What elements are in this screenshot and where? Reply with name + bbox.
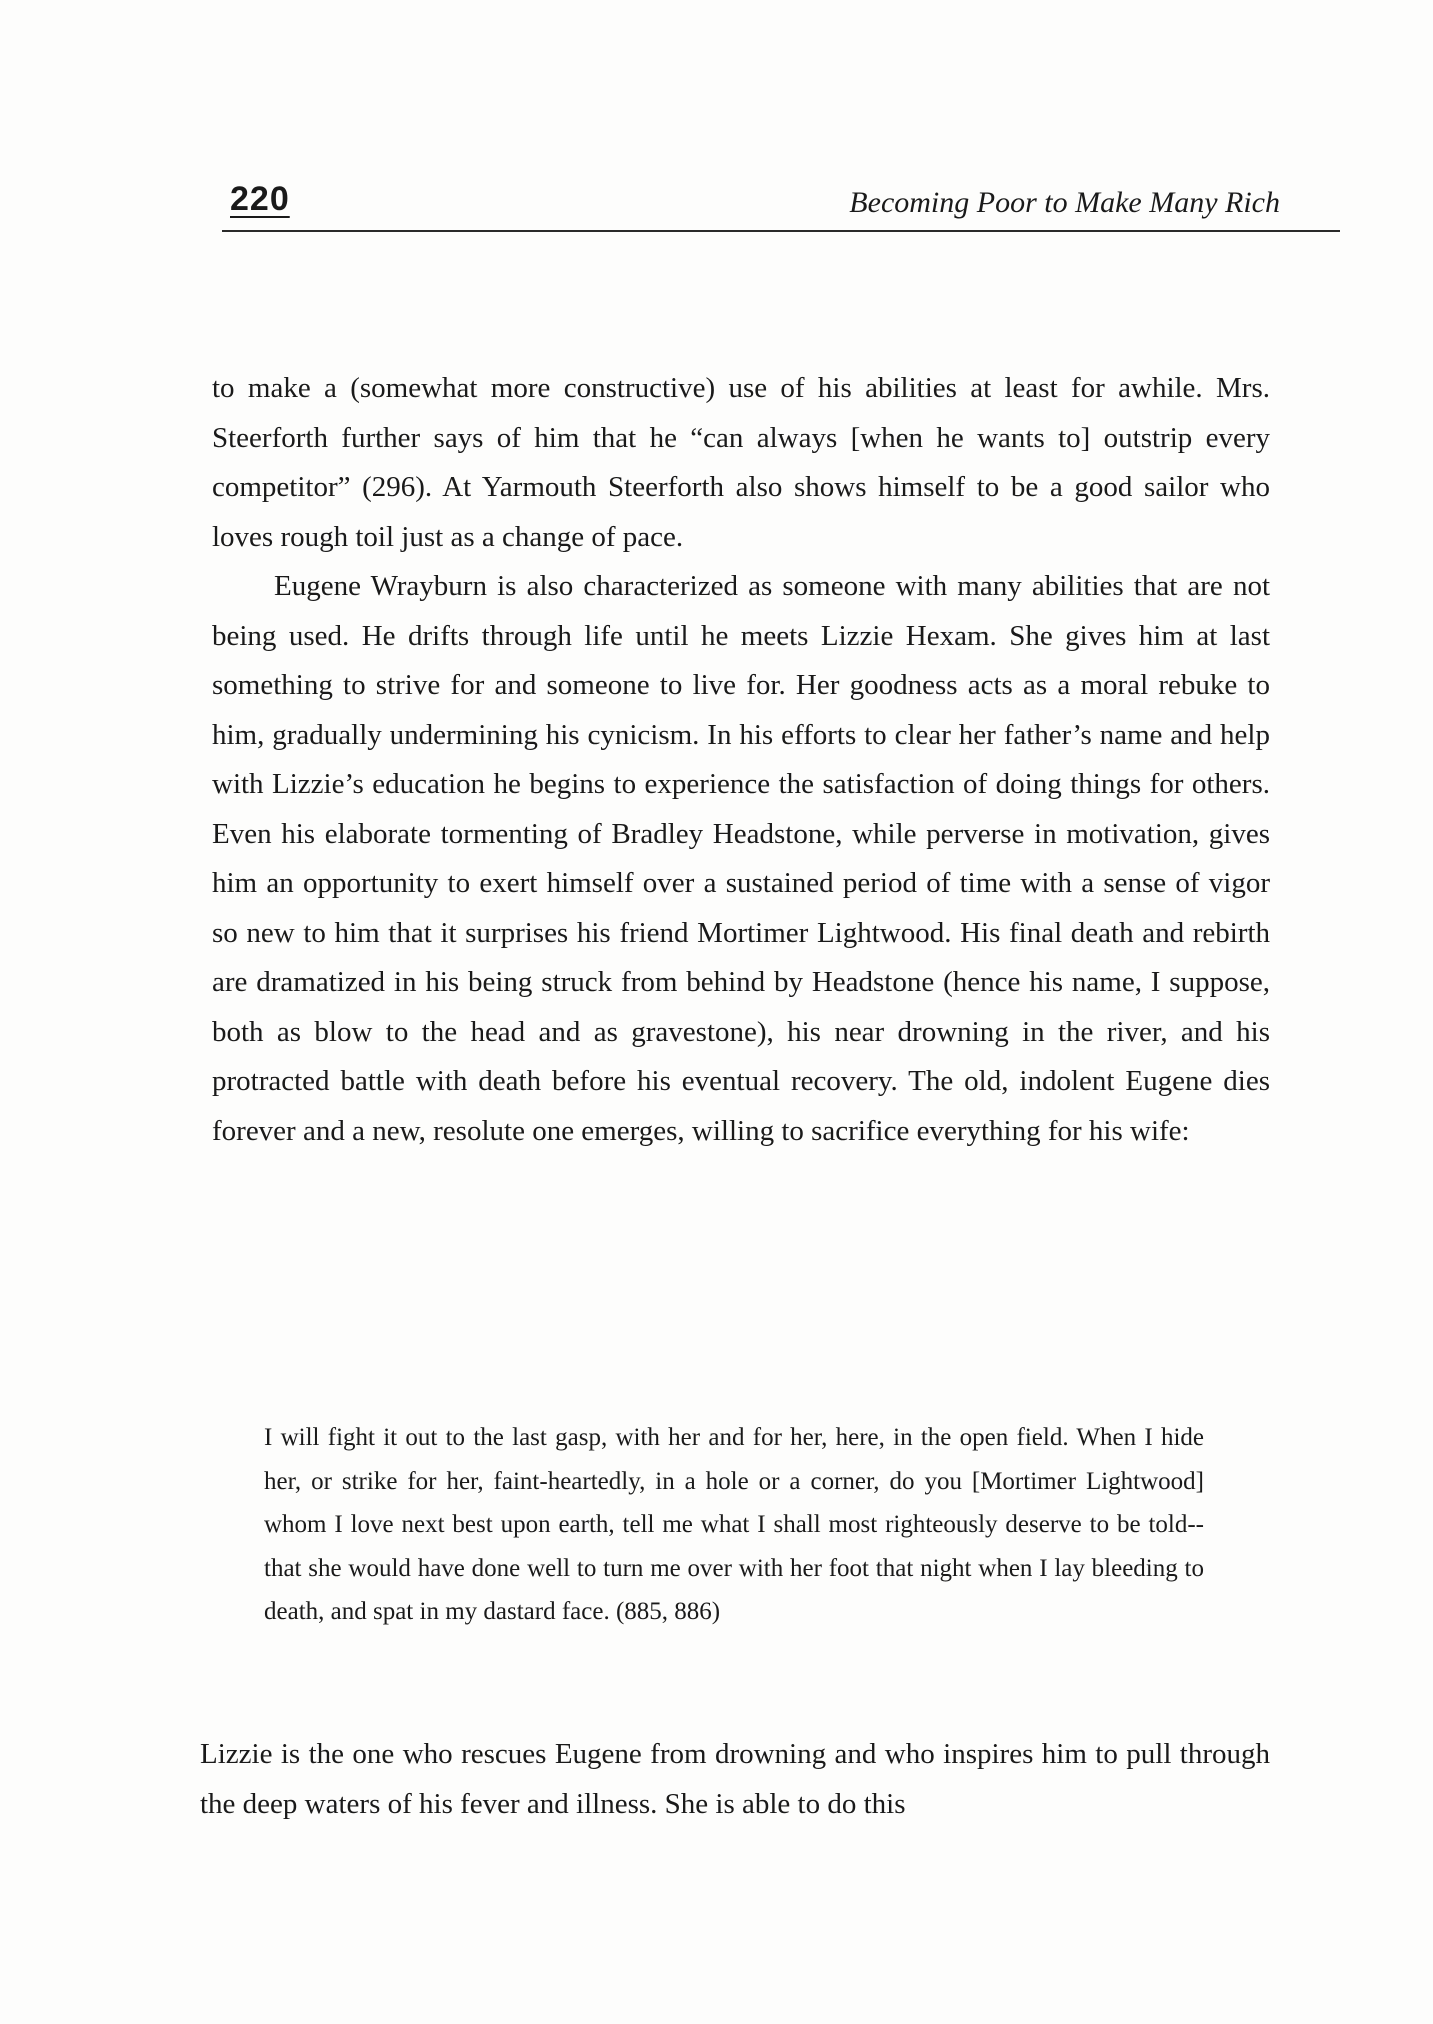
paragraph-eugene-wrayburn: Eugene Wrayburn is also characterized as someone with many abilities that are not being used. He drifts through life until he meets Lizzie Hexam. She gives him at last something to strive for and someone to live for. Her goodness acts as a moral rebuke to him, gradually undermining his cynicism. In his efforts to clear her father’s name and help with Lizzie’s education he begins to experience the satisfaction of doing things for others. Even his elaborate tormenting of Bradley Headstone, while perverse in motivation, gives him an opportunity to exert himself over a sustained period of time with a sense of vigor so new to him that it surprises his friend Mortimer Lightwood. His final death and rebirth are dramatized in his being struck from behind by Headstone (hence his name, I suppose, both as blow to the head and as gravestone), his near drowning in the river, and his protracted battle with death before his eventual recovery. The old, indolent Eugene dies forever and a new, resolute one emerges, willing to sacrifice everything for his wife: [212, 570, 1270, 1147]
running-header [222, 178, 1340, 232]
paragraph-lizzie: Lizzie is the one who rescues Eugene from drowning and who inspires him to pull through the deep waters of his fever and illness. She is able to do this [200, 1738, 1270, 1820]
running-title: Becoming Poor to Make Many Rich [849, 186, 1280, 219]
paragraph-continuation: to make a (somewhat more constructive) use of his abilities at least for awhile. Mrs. Steerforth further says of him that he “can always [when he wants to] outstrip every competitor” (296). At Yarmouth Steerforth also shows himself to be a good sailor who loves rough toil just as a change of pace. [212, 372, 1270, 553]
body-text [212, 364, 1270, 1156]
page-number: 220 [230, 180, 290, 218]
block-quote: I will fight it out to the last gasp, with her and for her, here, in the open field. When I hide her, or strike for her, faint-heartedly, in a hole or a corner, do you [Mortimer Lightwood] whom I love next best upon earth, tell me what I shall most righteously deserve to be told--that she would have done well to turn me over with her foot that night when I lay bleeding to death, and spat in my dastard face. (885, 886) [264, 1424, 1204, 1625]
